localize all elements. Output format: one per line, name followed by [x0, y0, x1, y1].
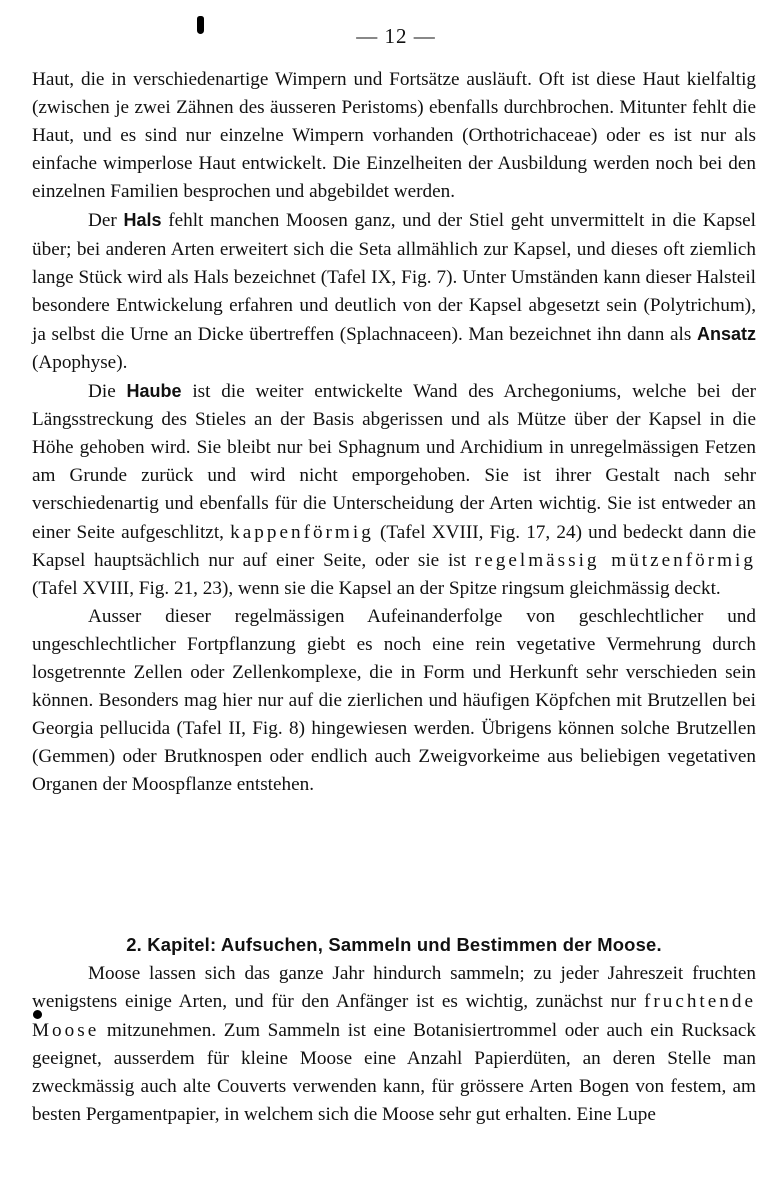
paragraph: Ausser dieser regelmässigen Aufeinanderfolge von geschlechtlicher und ungeschlechtlicher Fortpflanzung giebt es noch eine rein vegetative Vermehrung durch losgetrennte Zellen oder Zellenkomplexe, die in Form und Herkunft sehr verschieden sein können. Besonders mag hier nur auf die zierlichen und häufigen Köpfchen mit Brutzellen bei Georgia pellucida (Tafel II, Fig. 8) hingewiesen werden. Übrigens können solche Brutzellen (Gemmen) oder Brutknospen oder endlich auch Zweigvorkeime aus beliebigen vegetativen Organen der Moospflanze entstehen. [32, 605, 756, 796]
bold-term: Ansatz [696, 323, 756, 344]
bold-term: Hals [123, 210, 162, 231]
body-text [32, 960, 756, 1130]
paragraph: Die Haube ist die weiter entwickelte Wand des Archegoniums, welche bei der Längsstreckung des Stieles an der Basis abgerissen und als Mütze über der Kapsel in die Höhe gehoben wird. Sie bleibt nur bei Sphagnum und Archidium in unregelmässigen Fetzen am Grunde zurück und wird nicht emporgehoben. Sie ist ihrer Gestalt nach sehr verschiedenartig und ebenfalls für die Unterscheidung der Arten wichtig. Sie ist entweder an einer Seite aufgeschlitzt, kappenförmig (Tafel XVIII, Fig. 17, 24) und bedeckt dann die Kapsel hauptsächlich nur auf einer Seite, oder sie ist regelmässig mützenförmig (Tafel XVIII, Fig. 21, 23), wenn sie die Kapsel an der Spitze ringsum gleichmässig deckt. [32, 381, 756, 599]
page-number: — 12 — [356, 24, 436, 48]
bold-term: Haube [126, 381, 182, 402]
spaced-term: fruchtende Moose [32, 991, 756, 1041]
spaced-term: kappenförmig [230, 521, 374, 543]
paragraph: Moose lassen sich das ganze Jahr hindurch sammeln; zu jeder Jahreszeit fruchten wenigstens einige Arten, und für den Anfänger ist es wichtig, zunächst nur fruchtende Moose mitzunehmen. Zum Sammeln ist eine Botanisiertrommel oder auch ein Rucksack geeignet, ausserdem für kleine Moose eine Anzahl Papierdüten, an deren Stelle man zweckmässig auch alte Couverts verwenden kann, für grössere Arten Bogen von festem, am besten Pergamentpapier, in welchem sich die Moose sehr gut erhalten. Eine Lupe [32, 963, 756, 1126]
paragraph: Haut, die in verschiedenartige Wimpern und Fortsätze ausläuft. Oft ist diese Haut kielfaltig (zwischen je zwei Zähnen des äusseren Peristoms) ebenfalls durchbrochen. Mitunter fehlt die Haut, und es sind nur einzelne Wimpern vorhanden (Orthotrichaceae) oder es ist nur als einfache wimperlose Haut entwickelt. Die Einzelheiten der Ausbildung werden noch bei den einzelnen Familien besprochen und abgebildet werden. [32, 69, 756, 203]
body-text [32, 66, 756, 799]
chapter-heading: 2. Kapitel: Aufsuchen, Sammeln und Bestimmen der Moose. [126, 934, 662, 955]
paragraph: Der Hals fehlt manchen Moosen ganz, und der Stiel geht unvermittelt in die Kapsel über; bei anderen Arten erweitert sich die Seta allmählich zur Kapsel, und dieses oft ziemlich lange Stück wird als Hals bezeichnet (Tafel IX, Fig. 7). Unter Umständen kann dieser Halsteil besondere Entwickelung erfahren und deutlich von der Kapsel abgesetzt sein (Polytrichum), ja selbst die Urne an Dicke übertreffen (Splachnaceen). Man bezeichnet ihn dann als Ansatz (Apophyse). [32, 210, 757, 373]
spaced-term: regelmässig mützenförmig [474, 549, 756, 571]
